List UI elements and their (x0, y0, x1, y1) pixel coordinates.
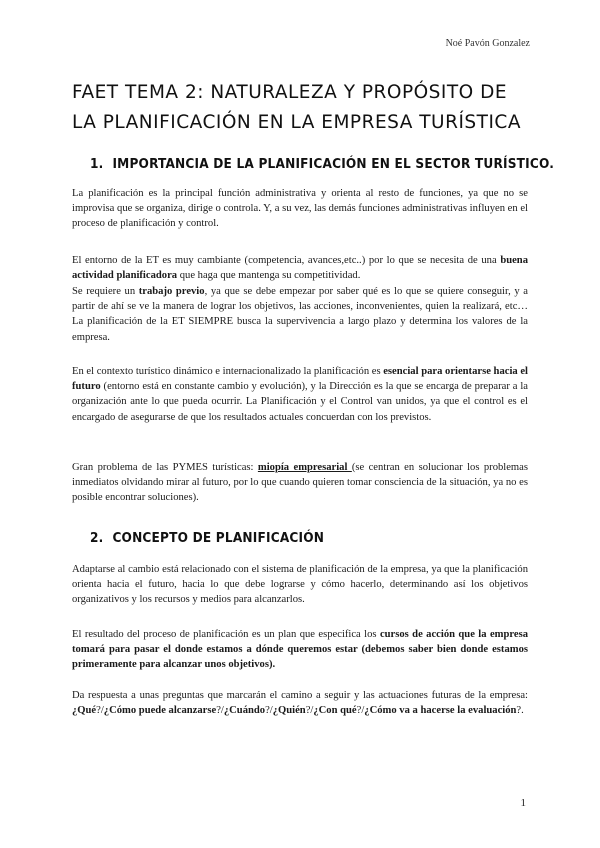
text-run: Se requiere un (72, 286, 139, 297)
section-2-number: 2. (90, 530, 104, 546)
section-1-paragraph-4 (72, 364, 528, 425)
section-1-title: IMPORTANCIA DE LA PLANIFICACIÓN EN EL SECTOR TURÍSTICO. (112, 156, 555, 172)
bold-text: trabajo previo (138, 286, 205, 297)
section-2-paragraph-2 (72, 627, 528, 673)
text-run: ?. (516, 705, 524, 717)
document-title: FAET TEMA 2: NATURALEZA Y PROPÓSITO DE LA PLANIFICACIÓN EN LA EMPRESA TURÍSTICA (72, 82, 521, 133)
section-2-title: CONCEPTO DE PLANIFICACIÓN (112, 530, 325, 546)
section-1-paragraph-1: La planificación es la principal función administrativa y orienta al resto de funciones, ya que no se improvisa que se organiza, dirige o controla. Y, a su vez, las demás funciones administrativas influyen en el proceso de planificación y control. (72, 188, 528, 230)
text-run: ?/ (265, 705, 273, 717)
text-run: Da respuesta a unas preguntas que marcarán el camino a seguir y las actuaciones futuras de la empresa: (72, 690, 528, 701)
section-1-paragraph-3 (72, 284, 528, 345)
text-run: El resultado del proceso de planificación es un plan que especifica los (72, 629, 380, 640)
bold-text: ¿Cómo puede alcanzarse (103, 705, 217, 717)
section-1-heading (90, 156, 554, 172)
bold-text: esencial para orientarse hacia el futuro (72, 366, 528, 393)
bold-text: cursos de acción que la empresa tomará para pasar el donde estamos a dónde queremos estar (debemos saber bien donde estamos primeramente para alcanzar unos objetivos). (72, 629, 528, 671)
section-2-paragraph-1: Adaptarse al cambio está relacionado con el sistema de planificación de la empresa, ya que la planificación orienta hacia el futuro, hacia lo que debe lograrse y cómo hacerlo, determinando así los objetivos organizativos y los recursos y medios para alcanzarlos. (72, 564, 528, 606)
bold-text: ¿Qué (72, 705, 97, 717)
page-number: 1 (520, 797, 526, 809)
bold-text: buena actividad planificadora (72, 255, 528, 282)
text-run: Gran problema de las PYMES turísticas: (72, 462, 258, 473)
header-author: Noé Pavón Gonzalez (445, 38, 530, 49)
bold-text: ¿Cómo va a hacerse la evaluación (364, 705, 517, 717)
bold-text: ¿Con qué (313, 705, 357, 717)
text-run: (se centran en solucionar los problemas inmediatos olvidando mirar al futuro, por lo que cuando quieren tomar consciencia de la situación, ya no es posible encontrar soluciones). (72, 462, 529, 504)
section-1-paragraph-2 (72, 253, 528, 283)
section-1-number: 1. (90, 156, 104, 172)
text-run: ?/ (216, 705, 224, 717)
text-run: El entorno de la ET es muy cambiante (competencia, avances,etc..) por lo que se necesita de una (72, 255, 501, 266)
text-run: (entorno está en constante cambio y evolución), y la Dirección es la que se encarga de preparar a la organización ante lo que pueda ocurrir. La Planificación y el Control van unidos, ya que el control es el encargado de asegurarse de que los resultados actuales concuerdan con los previstos. (72, 381, 528, 423)
section-2-paragraph-3 (72, 688, 528, 718)
section-1-paragraph-5 (72, 460, 528, 506)
bold-text: ¿Quién (272, 705, 306, 717)
text-run: ?/ (305, 705, 314, 717)
section-2-heading (90, 530, 324, 546)
text-run: , ya que se debe empezar por saber qué es lo que se quiere conseguir, y a partir de ahí se ve la manera de lograr los objetivos, las acciones, inconvenientes, quien la realizará, etc… La planificación de la ET SIEMPRE busca la supervivencia a largo plazo y determina los valores de la empresa. (72, 286, 528, 343)
text-run: ?/ (356, 705, 365, 717)
text-run: que haga que mantenga su competitividad. (177, 270, 361, 282)
text-run: ?/ (96, 705, 104, 717)
underlined-bold-text: miopía empresarial (257, 462, 352, 473)
bold-text: ¿Cuándo (223, 705, 266, 717)
text-run: En el contexto turístico dinámico e internacionalizado la planificación es (72, 366, 384, 377)
